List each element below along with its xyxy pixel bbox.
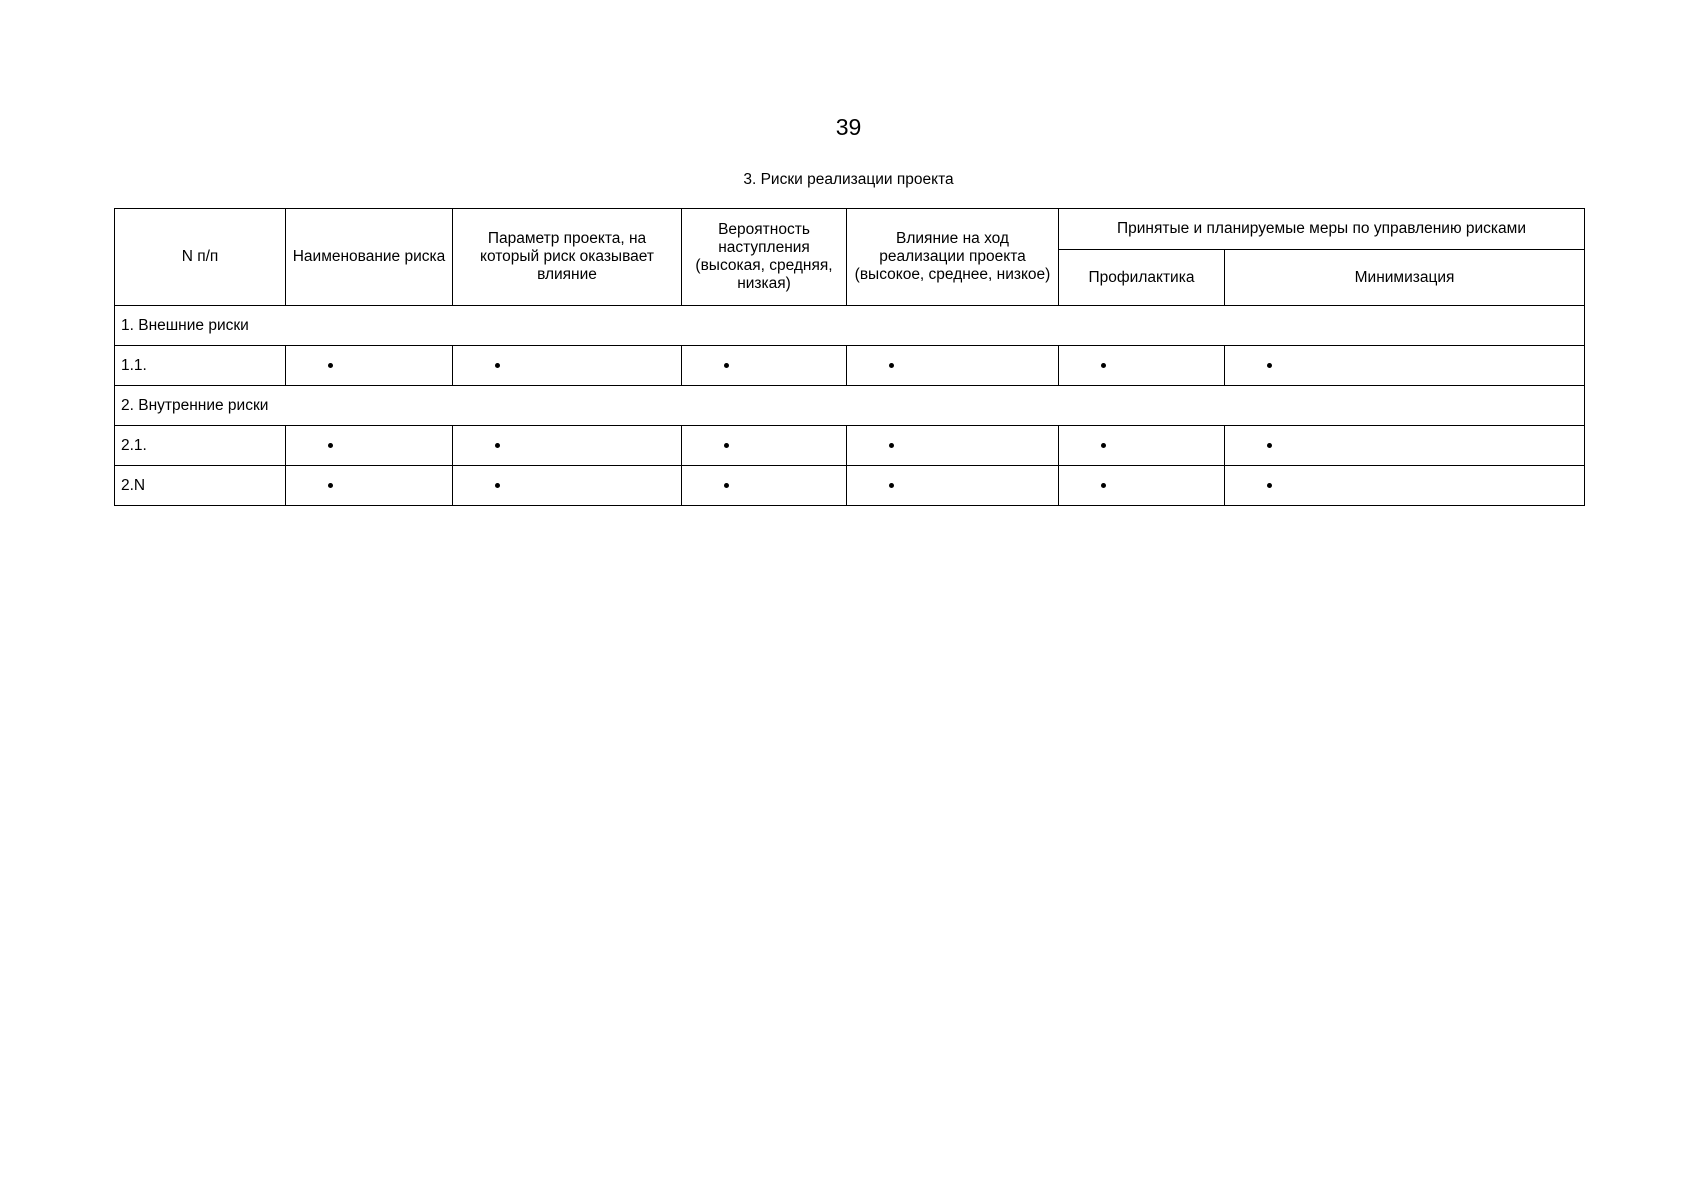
prevention-cell [1059,346,1225,386]
risk-name-cell [286,346,453,386]
bullet-icon [1267,483,1272,488]
bullet-icon [1267,363,1272,368]
bullet-icon [724,363,729,368]
prevention-cell [1059,466,1225,506]
impact-cell [847,466,1059,506]
bullet-icon [889,363,894,368]
header-num: N п/п [115,209,286,306]
bullet-icon [495,483,500,488]
parameter-cell [453,466,682,506]
bullet-icon [495,363,500,368]
table-title: 3. Риски реализации проекта [743,171,954,188]
impact-cell [847,346,1059,386]
section-row-internal [115,386,1585,426]
bullet-icon [328,363,333,368]
bullet-icon [1267,443,1272,448]
table-row [115,466,1585,506]
header-prevention: Профилактика [1059,250,1225,306]
section-title: 2. Внутренние риски [115,386,1585,426]
minimization-cell [1225,346,1585,386]
bullet-icon [724,483,729,488]
row-number: 1.1. [115,346,286,386]
risk-name-cell [286,426,453,466]
header-impact: Влияние на ход реализации проекта (высокое, среднее, низкое) [847,209,1059,306]
row-number: 2.1. [115,426,286,466]
bullet-icon [1101,363,1106,368]
bullet-icon [1101,483,1106,488]
bullet-icon [1101,443,1106,448]
probability-cell [682,426,847,466]
row-number: 2.N [115,466,286,506]
header-parameter: Параметр проекта, на который риск оказывает влияние [453,209,682,306]
section-title: 1. Внешние риски [115,306,1585,346]
header-risk-name: Наименование риска [286,209,453,306]
table-row [115,346,1585,386]
impact-cell [847,426,1059,466]
bullet-icon [328,483,333,488]
parameter-cell [453,426,682,466]
probability-cell [682,466,847,506]
header-measures: Принятые и планируемые меры по управлению рисками [1059,209,1585,250]
table-row [115,426,1585,466]
bullet-icon [495,443,500,448]
probability-cell [682,346,847,386]
bullet-icon [889,483,894,488]
header-probability: Вероятность наступления (высокая, средняя, низкая) [682,209,847,306]
risk-name-cell [286,466,453,506]
section-row-external [115,306,1585,346]
header-minimization: Минимизация [1225,250,1585,306]
minimization-cell [1225,426,1585,466]
bullet-icon [724,443,729,448]
prevention-cell [1059,426,1225,466]
risk-table [114,208,1585,506]
minimization-cell [1225,466,1585,506]
header-row-1 [115,209,1585,250]
bullet-icon [889,443,894,448]
parameter-cell [453,346,682,386]
bullet-icon [328,443,333,448]
page-number: 39 [835,114,862,140]
